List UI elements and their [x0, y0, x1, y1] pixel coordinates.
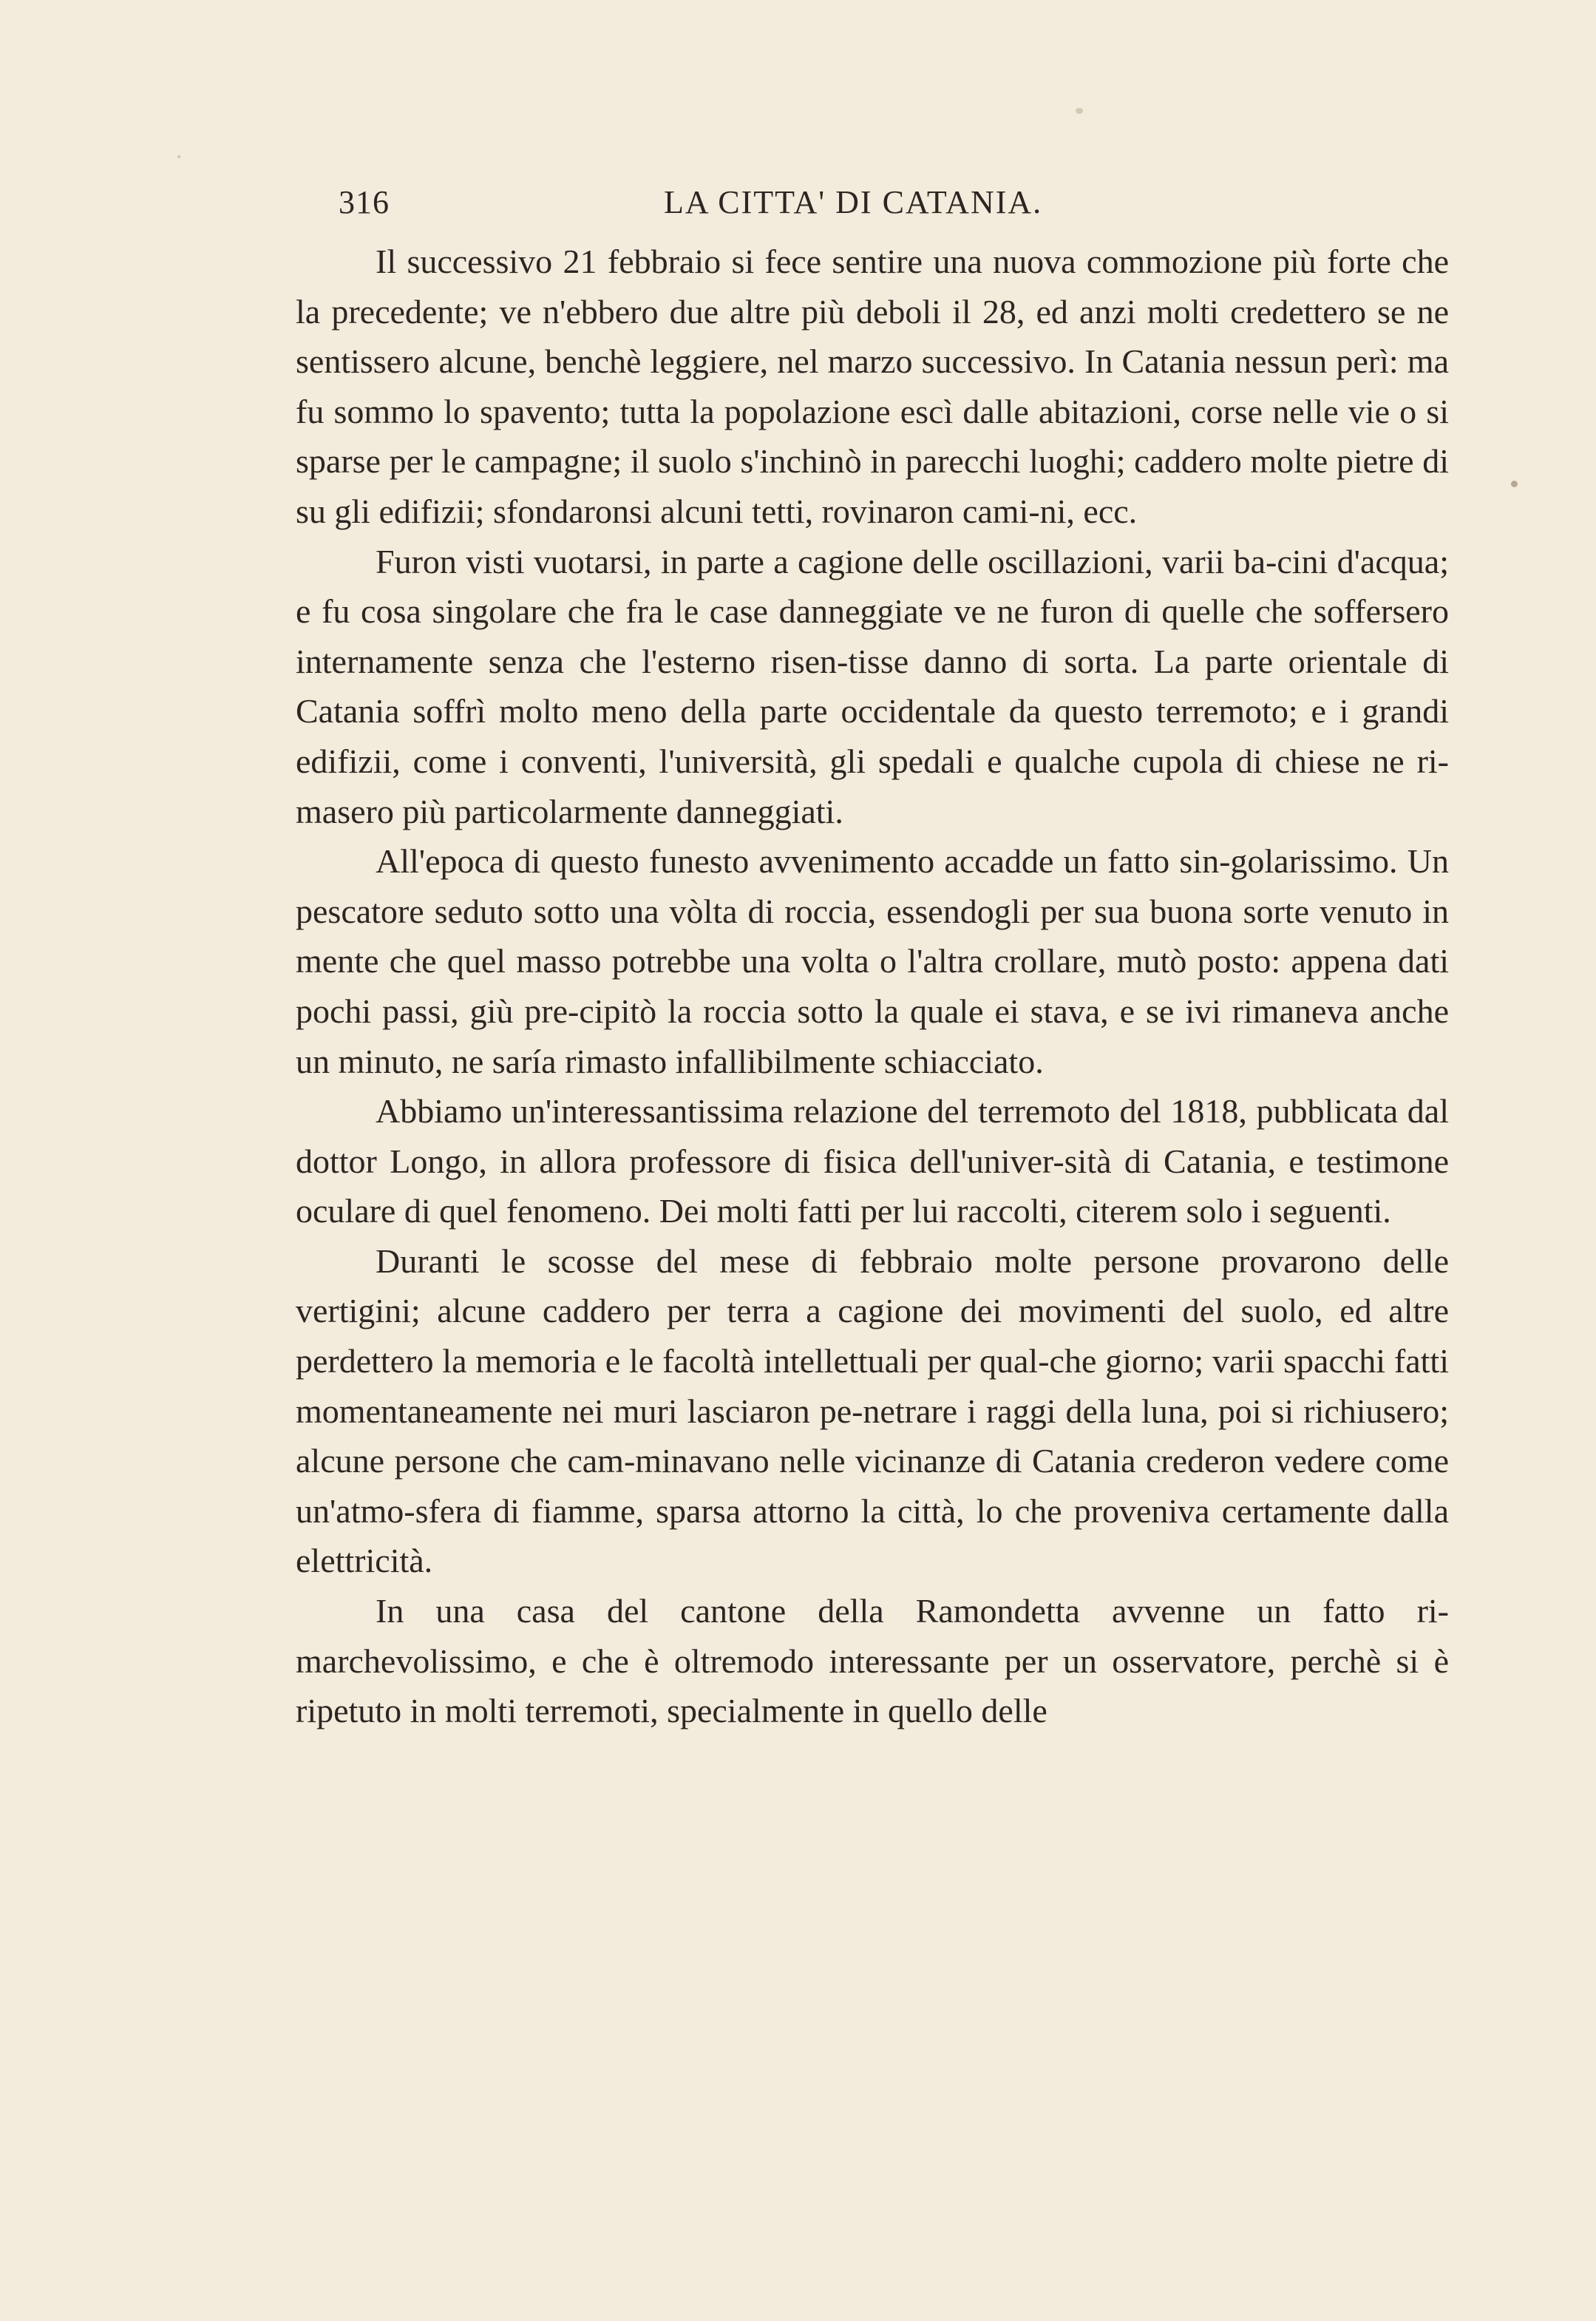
paragraph: Duranti le scosse del mese di febbraio molte persone provarono delle vertigini; alcune caddero per terra a cagione dei movimenti del suolo, ed altre perdettero la memoria e le facoltà intellettuali per qual-che giorno; varii spacchi fatti momentaneamente nei muri lasciaron pe-netrare i raggi della luna, poi si richiusero; alcune persone che cam-minavano nelle vicinanze di Catania crederon vedere come un'atmo-sfera di fiamme, sparsa attorno la città, lo che proveniva certamente dalla elettricità. [296, 1241, 1449, 1580]
ink-speck [1076, 108, 1083, 114]
page-header [339, 183, 1447, 228]
paragraph: All'epoca di questo funesto avvenimento accadde un fatto sin-golarissimo. Un pescatore seduto sotto una vòlta di roccia, essendogli per sua buona sorte venuto in mente che quel masso potrebbe una volta o l'altra crollare, mutò posto: appena dati pochi passi, giù pre-cipitò la roccia sotto la quale ei stava, e se ivi rimaneva anche un minuto, ne saría rimasto infallibilmente schiacciato. [296, 842, 1449, 1080]
body-text [296, 237, 1449, 1736]
paragraph: Furon visti vuotarsi, in parte a cagione delle oscillazioni, varii ba-cini d'acqua; e fu cosa singolare che fra le case danneggiate ve ne furon di quelle che soffersero internamente senza che l'esterno risen-tisse danno di sorta. La parte orientale di Catania soffrì molto meno della parte occidentale da questo terremoto; e i grandi edifizii, come i conventi, l'università, gli spedali e qualche cupola di chiese ne ri-masero più particolarmente danneggiati. [296, 542, 1449, 830]
paragraph: Il successivo 21 febbraio si fece sentire una nuova commozione più forte che la precedente; ve n'ebbero due altre più deboli il 28, ed anzi molti credettero se ne sentissero alcune, benchè leggiere, nel marzo successivo. In Catania nessun perì: ma fu sommo lo spavento; tutta la popolazione escì dalle abitazioni, corse nelle vie o si sparse per le campagne; il suolo s'inchinò in parecchi luoghi; caddero molte pietre di su gli edifizii; sfondaronsi alcuni tetti, rovinaron cami-ni, ecc. [296, 243, 1449, 530]
ink-speck [177, 155, 180, 158]
ink-speck [1511, 481, 1518, 487]
paragraph: Abbiamo un'interessantissima relazione del terremoto del 1818, pubblicata dal dottor Longo, in allora professore di fisica dell'univer-sità di Catania, e testimone oculare di quel fenomeno. Dei molti fatti per lui raccolti, citerem solo i seguenti. [296, 1092, 1449, 1230]
page-number: 316 [339, 184, 390, 220]
running-title: LA CITTA' DI CATANIA. [664, 184, 1043, 220]
paragraph: In una casa del cantone della Ramondetta avvenne un fatto ri-marchevolissimo, e che è oltremodo interessante per un osservatore, perchè si è ripetuto in molti terremoti, specialmente in quello delle [296, 1592, 1449, 1730]
